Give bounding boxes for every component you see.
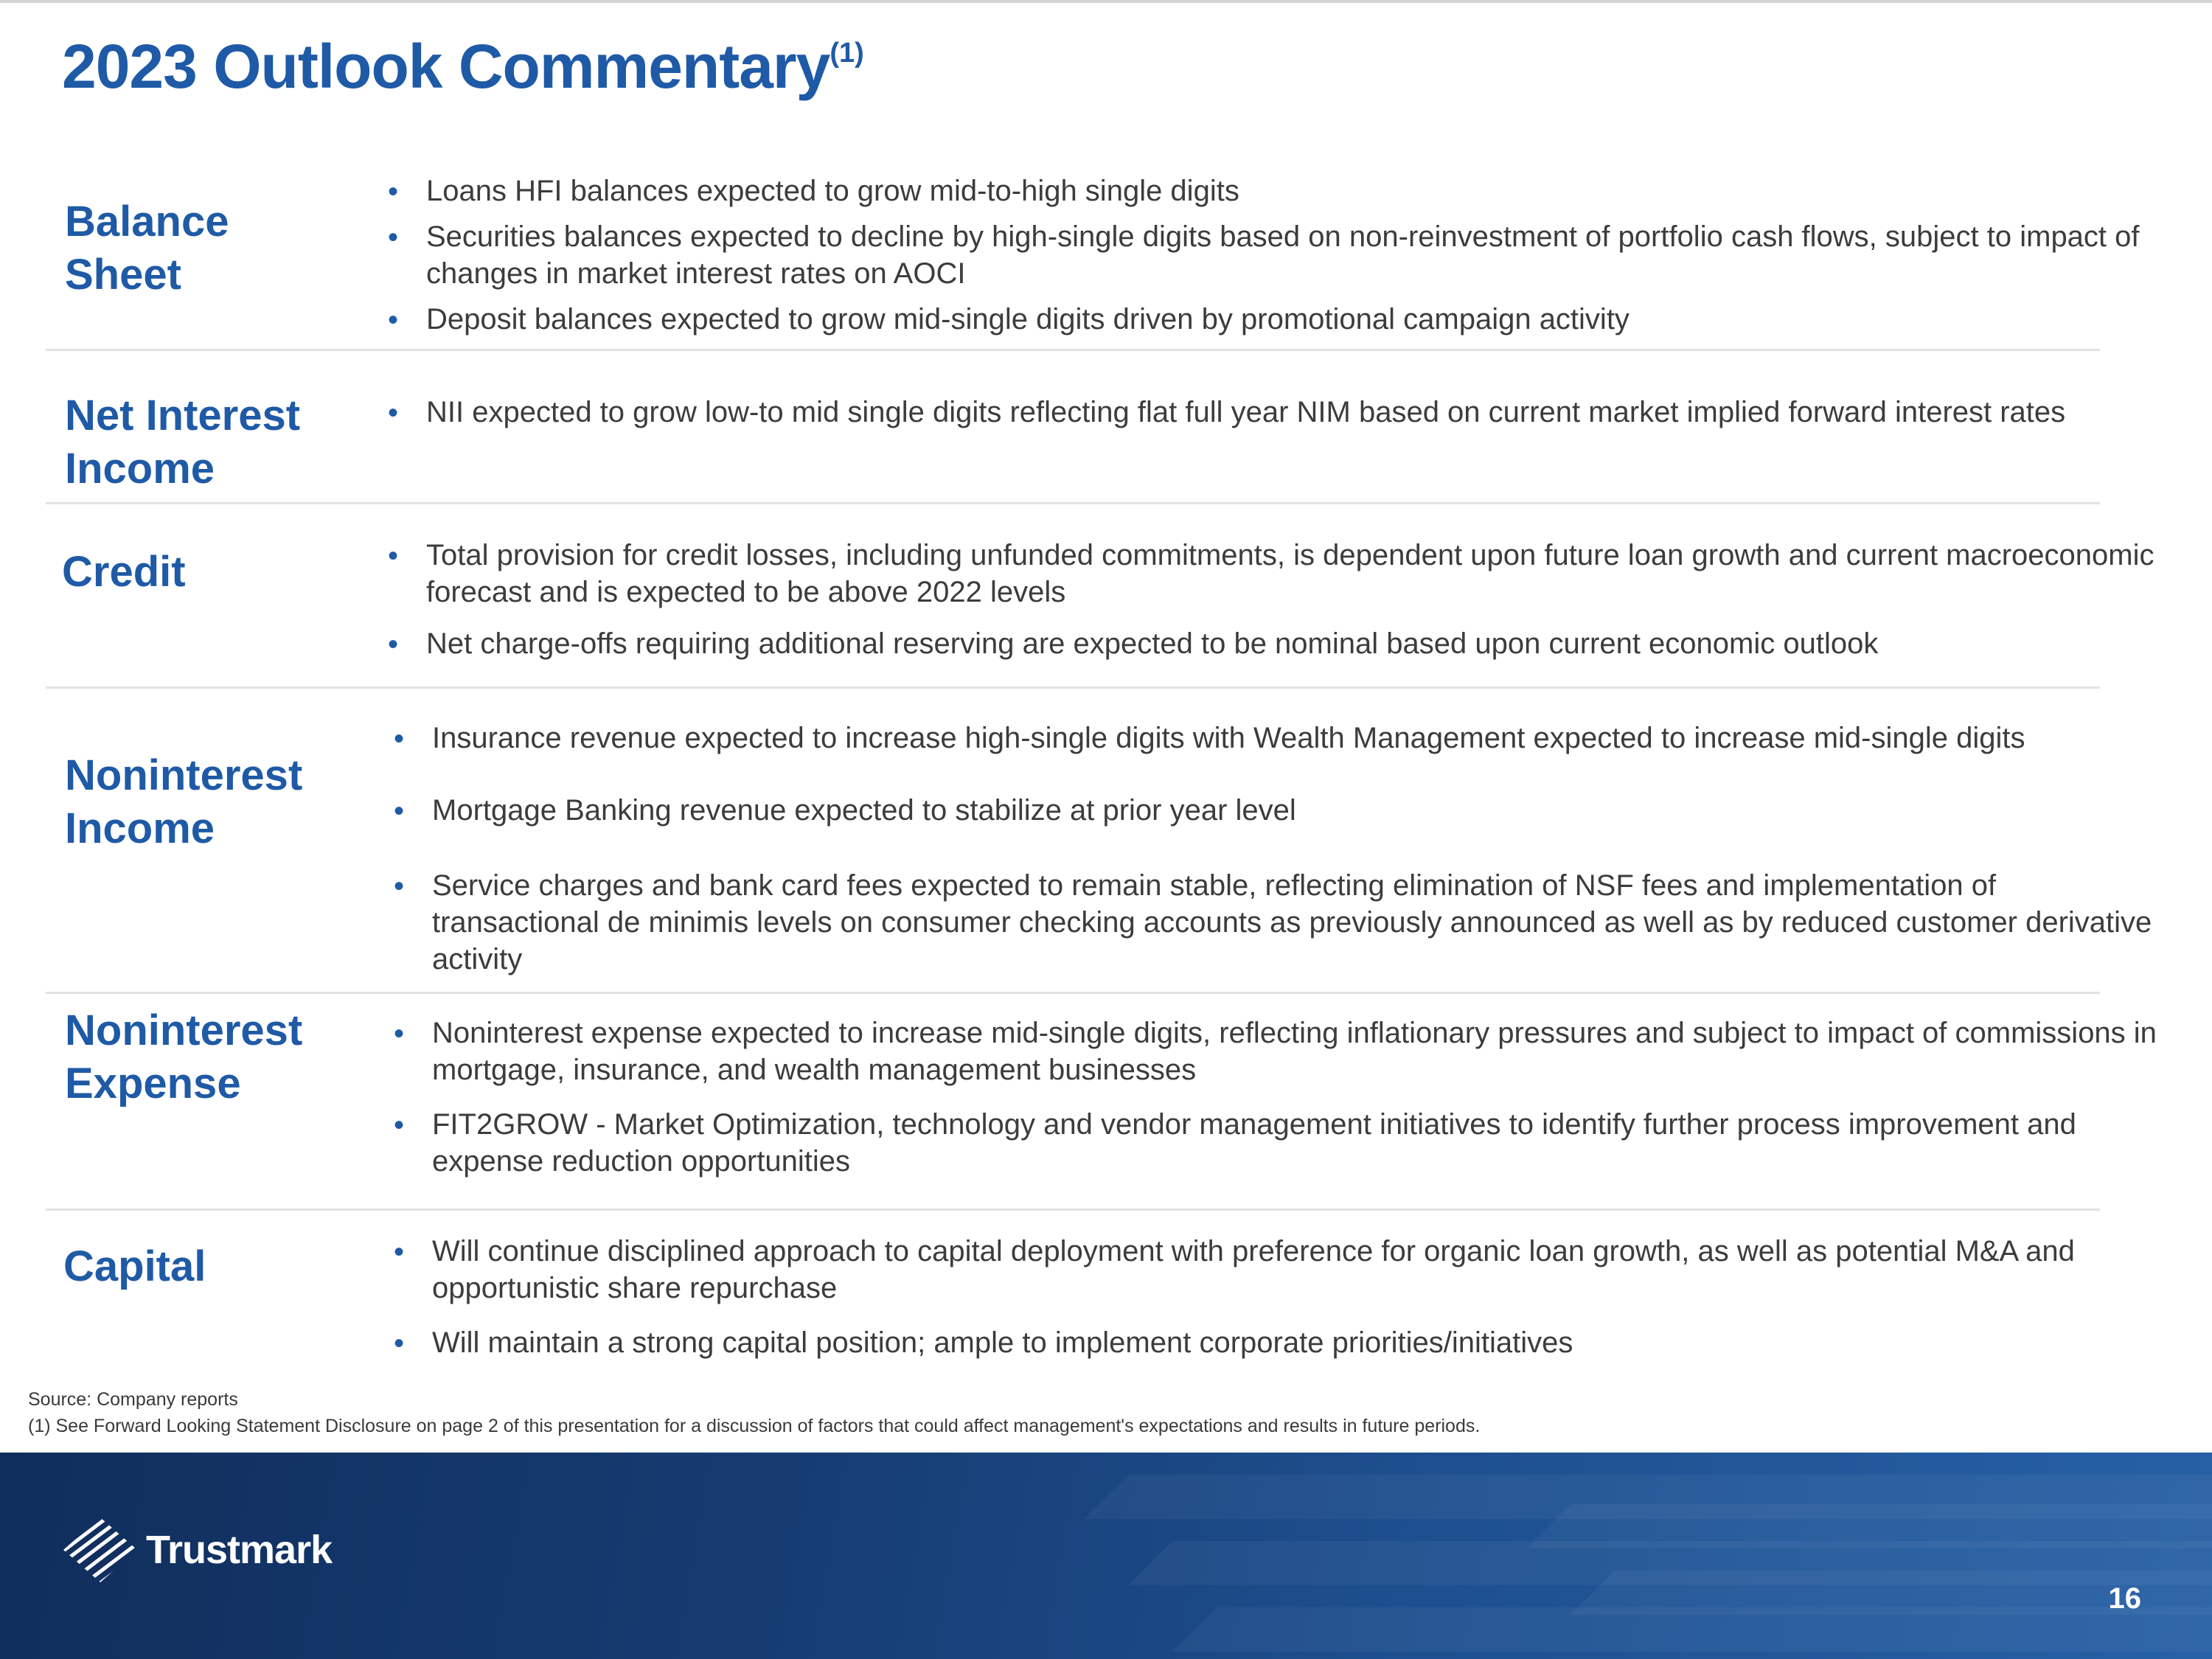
bullet-dot-icon: •	[394, 723, 405, 755]
bullet-dot-icon: •	[388, 175, 399, 208]
bullet-list	[388, 1233, 2165, 1361]
bullet-text: Noninterest expense expected to increase mid-single digits, reflecting inflationary pressures and subject to impact of commissions in mortgage, insurance, and wealth management businesses	[432, 1017, 2157, 1086]
page-title-text: 2023 Outlook Commentary	[62, 32, 830, 101]
bullet-item	[388, 1233, 2165, 1307]
bullet-item	[382, 537, 2159, 611]
section-noninterest-income	[46, 689, 2152, 994]
bullet-list	[388, 720, 2165, 978]
bullet-item	[388, 792, 2165, 829]
bullet-item	[388, 1106, 2165, 1180]
bullet-text: NII expected to grow low-to mid single digits reflecting flat full year NIM based on current market implied forward interest rates	[426, 396, 2066, 428]
logo-text: Trustmark	[146, 1528, 333, 1572]
section-label: Noninterest Expense	[65, 1006, 303, 1107]
bullet-list	[388, 1015, 2165, 1180]
section-credit	[46, 504, 2154, 689]
bullet-dot-icon: •	[394, 1236, 405, 1268]
bullet-text: Securities balances expected to decline by high-single digits based on non-reinvestment of portfolio cash flows, subject to impact of changes in market interest rates on AOCI	[426, 220, 2140, 290]
bullet-text: Will continue disciplined approach to capital deployment with preference for organic loan growth, as well as potential M&A and opportunistic share repurchase	[432, 1235, 2075, 1304]
source-note: Source: Company reports	[28, 1389, 238, 1410]
bullet-dot-icon: •	[388, 397, 399, 429]
title-footnote-marker: (1)	[830, 38, 864, 69]
bullet-text: Will maintain a strong capital position; ample to implement corporate priorities/initiatives	[432, 1326, 1573, 1359]
section-label: Credit	[62, 548, 186, 596]
bullet-text: Net charge-offs requiring additional reserving are expected to be nominal based upon current economic outlook	[426, 627, 1879, 660]
page-number: 16	[2108, 1582, 2141, 1615]
trustmark-stripes-icon	[62, 1516, 139, 1584]
bullet-dot-icon: •	[394, 1327, 405, 1360]
bullet-dot-icon: •	[394, 870, 405, 902]
bullet-list	[382, 394, 2159, 431]
section-net-interest-income	[46, 351, 2100, 504]
bullet-item	[388, 1015, 2165, 1088]
bullet-dot-icon: •	[394, 1109, 405, 1141]
bullet-item	[382, 301, 2159, 338]
section-noninterest-expense	[46, 994, 2157, 1211]
bullet-text: Mortgage Banking revenue expected to stabilize at prior year level	[432, 794, 1296, 827]
page-title	[62, 31, 864, 102]
section-label: Noninterest Income	[65, 751, 303, 852]
bullet-dot-icon: •	[388, 304, 399, 336]
bullet-item	[382, 173, 2159, 209]
bullet-item	[382, 394, 2159, 431]
bullet-dot-icon: •	[394, 795, 405, 827]
bullet-dot-icon: •	[388, 221, 399, 254]
bullet-text: Service charges and bank card fees expected to remain stable, reflecting elimination of NSF fees and implementation of transactional de minimis levels on consumer checking accounts as previously announced as well as by reduced customer derivative activity	[432, 869, 2152, 975]
section-capital	[46, 1211, 2100, 1373]
section-label: Capital	[63, 1242, 206, 1290]
section-label: Net Interest Income	[65, 392, 301, 493]
bullet-text: FIT2GROW - Market Optimization, technology and vendor management initiatives to identify further process improvement and expense reduction opportunities	[432, 1108, 2076, 1178]
footer-banner	[0, 1453, 2212, 1659]
bullet-dot-icon: •	[388, 540, 399, 572]
section-label: Balance Sheet	[65, 198, 229, 299]
bullet-text: Deposit balances expected to grow mid-single digits driven by promotional campaign activity	[426, 303, 1630, 335]
bullet-list	[382, 173, 2159, 338]
bullet-item	[388, 867, 2165, 978]
top-rule	[0, 0, 2212, 3]
trustmark-logo	[62, 1516, 332, 1584]
footer-stripe	[1526, 1504, 2212, 1548]
bullet-item	[388, 1324, 2165, 1361]
bullet-item	[388, 720, 2165, 757]
bullet-dot-icon: •	[388, 628, 399, 661]
bullet-dot-icon: •	[394, 1018, 405, 1050]
bullet-item	[382, 218, 2159, 292]
forward-looking-footnote: (1) See Forward Looking Statement Disclosure on page 2 of this presentation for a discussion of factors that could affect management's expectations and results in future periods.	[28, 1416, 1481, 1436]
section-balance-sheet	[46, 168, 2140, 351]
bullet-text: Loans HFI balances expected to grow mid-to-high single digits	[426, 175, 1239, 207]
bullet-list	[382, 537, 2159, 662]
bullet-item	[382, 625, 2159, 662]
bullet-text: Insurance revenue expected to increase high-single digits with Wealth Management expected to increase mid-single digits	[432, 722, 2025, 754]
bullet-text: Total provision for credit losses, including unfunded commitments, is dependent upon future loan growth and current macroeconomic forecast and is expected to be above 2022 levels	[426, 539, 2154, 608]
